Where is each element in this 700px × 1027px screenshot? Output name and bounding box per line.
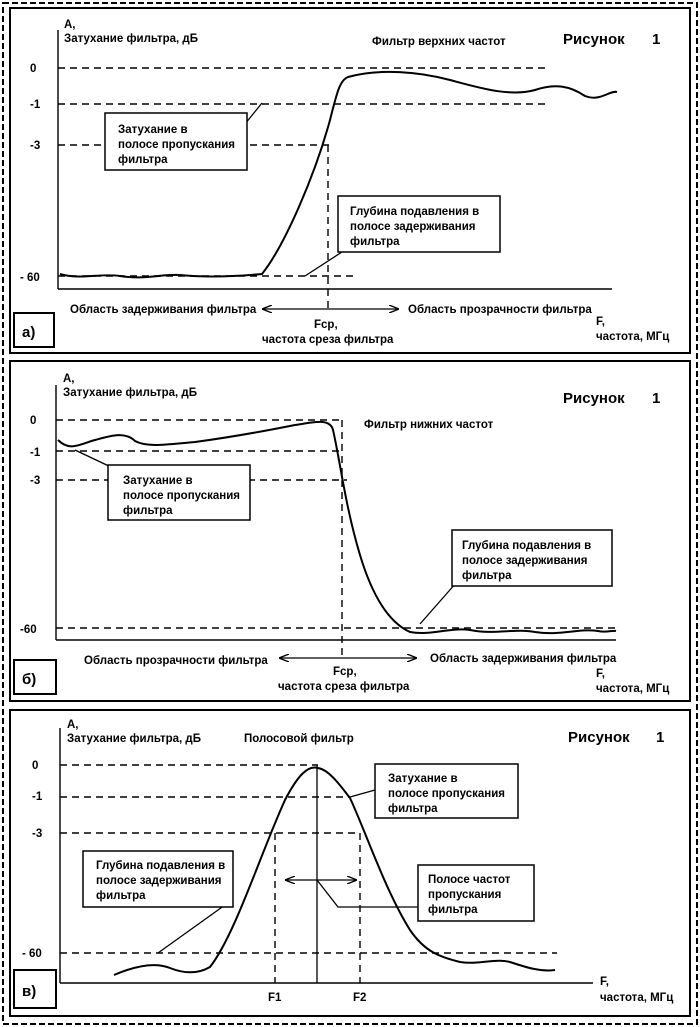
cutoff-label: частота среза фильтра [262, 334, 394, 346]
x-axis-label: частота, МГц [600, 992, 674, 1004]
tick-0: 0 [30, 63, 37, 75]
response-curve [58, 422, 616, 633]
cutoff-symbol: Fср, [314, 319, 338, 331]
callout-text: фильтра [350, 236, 400, 248]
callout-text: Затухание в [388, 773, 458, 785]
cutoff-symbol: Fср, [333, 666, 357, 678]
tick-0: 0 [32, 760, 39, 772]
panel-letter: в) [22, 983, 37, 1000]
callout-text: фильтра [123, 505, 173, 517]
callout-text: фильтра [118, 154, 168, 166]
x-axis-name: F, [596, 316, 605, 328]
f2-label: F2 [353, 992, 367, 1004]
panel-letter: а) [22, 324, 36, 341]
callout-text: Затухание в [118, 124, 188, 136]
panel-frame [10, 8, 690, 353]
pointer-stopband [305, 250, 345, 276]
figure-label: Рисунок [568, 729, 630, 746]
region-right-label: Область задерживания фильтра [430, 653, 617, 665]
chart-title: Фильтр верхних частот [372, 36, 506, 48]
f1-label: F1 [268, 992, 282, 1004]
figure-label: Рисунок [563, 31, 625, 48]
figure-label: Рисунок [563, 390, 625, 407]
callout-text: Глубина подавления в [350, 206, 480, 218]
y-axis-name: А, [67, 719, 79, 731]
region-left-label: Область прозрачности фильтра [84, 655, 268, 667]
callout-text: Глубина подавления в [96, 860, 226, 872]
panel-highpass [10, 8, 690, 353]
callout-text: полосе задерживания [462, 555, 588, 567]
x-axis-name: F, [596, 668, 605, 680]
x-axis-label: частота, МГц [596, 683, 670, 695]
tick-minus-3: -3 [32, 828, 43, 840]
tick-minus-3: -3 [30, 475, 41, 487]
chart-title: Фильтр нижних частот [364, 419, 494, 431]
callout-text: полосе пропускания [388, 788, 506, 800]
callout-text: Полосе частот [428, 874, 511, 886]
callout-text: полосе пропускания [123, 490, 241, 502]
x-axis-name: F, [600, 976, 609, 988]
tick-minus-1: -1 [30, 447, 41, 459]
region-right-label: Область прозрачности фильтра [408, 304, 592, 316]
callout-text: фильтра [388, 803, 438, 815]
panel-letter: б) [22, 671, 37, 688]
region-left-label: Область задерживания фильтра [70, 304, 257, 316]
tick-minus-60: -60 [20, 624, 37, 636]
y-axis-name: А, [64, 19, 76, 31]
panel-lowpass [10, 361, 690, 701]
callout-text: полосе задерживания [350, 221, 476, 233]
pointer-stopband [158, 900, 232, 953]
y-axis-label: Затухание фильтра, дБ [64, 33, 198, 45]
figure-number: 1 [652, 390, 661, 407]
figure-number: 1 [656, 729, 665, 746]
pointer-bandwidth [317, 880, 418, 907]
chart-title: Полосовой фильтр [244, 733, 354, 745]
y-axis-label: Затухание фильтра, дБ [63, 387, 197, 399]
pointer-passband [350, 790, 375, 797]
figure-number: 1 [652, 31, 661, 48]
y-axis-name: А, [63, 373, 75, 385]
callout-text: Глубина подавления в [462, 540, 592, 552]
tick-minus-3: -3 [30, 140, 41, 152]
tick-minus-1: -1 [30, 99, 41, 111]
panel-bandpass [10, 710, 690, 1016]
tick-minus-60: - 60 [22, 948, 42, 960]
cutoff-label: частота среза фильтра [278, 681, 410, 693]
tick-0: 0 [30, 415, 37, 427]
callout-text: полосе пропускания [118, 139, 236, 151]
y-axis-label: Затухание фильтра, дБ [67, 733, 201, 745]
tick-minus-1: -1 [32, 791, 43, 803]
tick-minus-60: - 60 [20, 272, 40, 284]
x-axis-label: частота, МГц [596, 331, 670, 343]
callout-text: Затухание в [123, 475, 193, 487]
callout-text: пропускания [428, 889, 502, 901]
pointer-stopband [420, 583, 456, 624]
callout-text: фильтра [462, 570, 512, 582]
callout-text: фильтра [428, 904, 478, 916]
callout-text: фильтра [96, 890, 146, 902]
callout-text: полосе задерживания [96, 875, 222, 887]
